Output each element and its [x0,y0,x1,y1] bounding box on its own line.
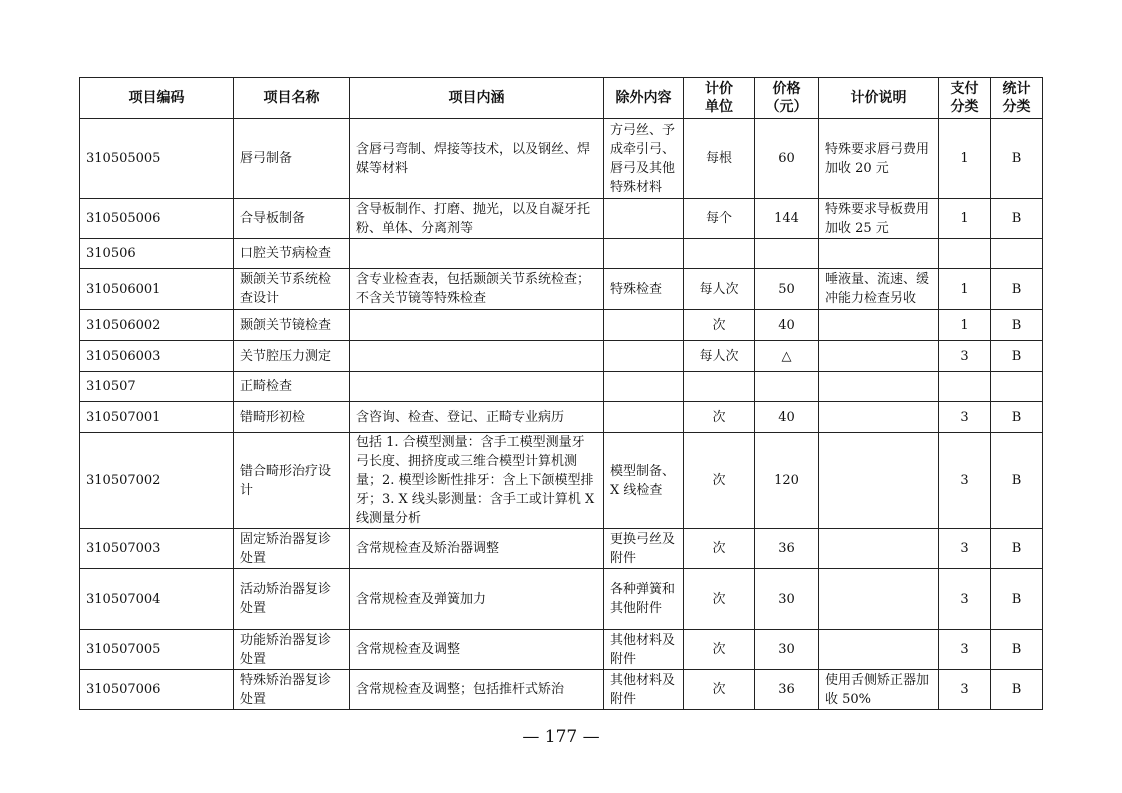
cell-exclusion [604,199,684,239]
cell-unit: 次 [684,670,755,710]
cell-stat-class: B [991,670,1043,710]
cell-price: 60 [755,119,819,199]
cell-name: 功能矫治器复诊处置 [234,630,350,670]
cell-name: 正畸检查 [234,372,350,402]
cell-pay-class: 1 [939,310,991,341]
cell-name: 唇弓制备 [234,119,350,199]
cell-pay-class: 3 [939,341,991,372]
cell-note: 唾液量、流速、缓冲能力检查另收 [819,269,939,310]
header-exclusion: 除外内容 [604,78,684,119]
cell-content: 含常规检查及调整 [350,630,604,670]
table-row [80,569,1043,630]
cell-stat-class: B [991,269,1043,310]
cell-pay-class: 1 [939,199,991,239]
price-table [79,77,1043,710]
cell-name: 合导板制备 [234,199,350,239]
cell-name: 固定矫治器复诊处置 [234,529,350,569]
cell-content: 含常规检查及矫治器调整 [350,529,604,569]
cell-code: 310506003 [80,341,234,372]
table-body [80,119,1043,710]
cell-code: 310507003 [80,529,234,569]
cell-note [819,569,939,630]
cell-content: 含常规检查及弹簧加力 [350,569,604,630]
cell-content [350,310,604,341]
cell-exclusion [604,402,684,433]
cell-name: 颞颌关节镜检查 [234,310,350,341]
cell-pay-class: 3 [939,433,991,529]
header-note: 计价说明 [819,78,939,119]
header-pay-class: 支付 分类 [939,78,991,119]
table-row [80,119,1043,199]
cell-price: 40 [755,402,819,433]
header-name: 项目名称 [234,78,350,119]
cell-code: 310506001 [80,269,234,310]
cell-content: 含专业检查表，包括颞颌关节系统检查；不含关节镜等特殊检查 [350,269,604,310]
table-row [80,269,1043,310]
cell-stat-class: B [991,341,1043,372]
cell-stat-class: B [991,199,1043,239]
cell-name: 口腔关节病检查 [234,239,350,269]
cell-note [819,310,939,341]
cell-exclusion: 模型制备、X 线检查 [604,433,684,529]
cell-pay-class: 3 [939,670,991,710]
cell-exclusion [604,310,684,341]
cell-name: 活动矫治器复诊处置 [234,569,350,630]
cell-unit [684,239,755,269]
cell-note [819,433,939,529]
cell-content: 含咨询、检查、登记、正畸专业病历 [350,402,604,433]
cell-content: 含常规检查及调整；包括推杆式矫治 [350,670,604,710]
cell-stat-class: B [991,630,1043,670]
cell-content: 含导板制作、打磨、抛光，以及自凝牙托粉、单体、分离剂等 [350,199,604,239]
cell-note: 特殊要求唇弓费用加收 20 元 [819,119,939,199]
cell-exclusion [604,239,684,269]
cell-unit: 每人次 [684,269,755,310]
table-row [80,310,1043,341]
table-row [80,239,1043,269]
cell-unit: 每根 [684,119,755,199]
cell-content [350,239,604,269]
cell-price: 36 [755,670,819,710]
cell-note [819,529,939,569]
cell-exclusion: 更换弓丝及附件 [604,529,684,569]
cell-price: 30 [755,630,819,670]
cell-code: 310507002 [80,433,234,529]
cell-note [819,372,939,402]
cell-unit: 次 [684,630,755,670]
table-row [80,670,1043,710]
table-row [80,630,1043,670]
header-price: 价格 （元） [755,78,819,119]
cell-exclusion: 各种弹簧和其他附件 [604,569,684,630]
cell-content: 包括 1. 合模型测量：含手工模型测量牙弓长度、拥挤度或三维合模型计算机测量；2. 模型诊断性排牙：含上下颌模型排牙；3. X 线头影测量：含手工或计算机 X 线测量分析 [350,433,604,529]
table-row [80,341,1043,372]
cell-code: 310505005 [80,119,234,199]
cell-stat-class: B [991,433,1043,529]
cell-price: 36 [755,529,819,569]
cell-unit: 次 [684,433,755,529]
cell-pay-class: 3 [939,529,991,569]
cell-exclusion: 其他材料及附件 [604,670,684,710]
cell-code: 310507 [80,372,234,402]
cell-pay-class [939,372,991,402]
cell-note [819,630,939,670]
cell-pay-class: 1 [939,269,991,310]
cell-stat-class: B [991,119,1043,199]
cell-code: 310507004 [80,569,234,630]
cell-name: 错畸形初检 [234,402,350,433]
cell-pay-class: 3 [939,402,991,433]
cell-pay-class: 3 [939,569,991,630]
header-code: 项目编码 [80,78,234,119]
cell-exclusion [604,372,684,402]
cell-code: 310507005 [80,630,234,670]
cell-name: 关节腔压力测定 [234,341,350,372]
cell-price [755,239,819,269]
cell-pay-class: 1 [939,119,991,199]
cell-stat-class: B [991,569,1043,630]
cell-price: △ [755,341,819,372]
header-content: 项目内涵 [350,78,604,119]
header-unit: 计价 单位 [684,78,755,119]
cell-exclusion: 方弓丝、予成牵引弓、唇弓及其他特殊材料 [604,119,684,199]
cell-exclusion [604,341,684,372]
cell-code: 310507006 [80,670,234,710]
table-row [80,402,1043,433]
cell-content: 含唇弓弯制、焊接等技术，以及钢丝、焊媒等材料 [350,119,604,199]
cell-price [755,372,819,402]
cell-pay-class [939,239,991,269]
cell-exclusion: 其他材料及附件 [604,630,684,670]
cell-price: 50 [755,269,819,310]
cell-unit: 次 [684,310,755,341]
cell-unit: 次 [684,569,755,630]
cell-content [350,341,604,372]
cell-note [819,341,939,372]
cell-code: 310507001 [80,402,234,433]
table-row [80,372,1043,402]
table-row [80,199,1043,239]
cell-unit: 次 [684,529,755,569]
header-stat-class: 统计 分类 [991,78,1043,119]
cell-stat-class [991,239,1043,269]
cell-content [350,372,604,402]
cell-name: 特殊矫治器复诊处置 [234,670,350,710]
table-row [80,529,1043,569]
cell-note: 使用舌侧矫正器加收 50% [819,670,939,710]
cell-code: 310506 [80,239,234,269]
cell-stat-class: B [991,529,1043,569]
cell-unit [684,372,755,402]
cell-unit: 每人次 [684,341,755,372]
cell-stat-class: B [991,310,1043,341]
cell-pay-class: 3 [939,630,991,670]
cell-price: 144 [755,199,819,239]
cell-price: 30 [755,569,819,630]
cell-price: 40 [755,310,819,341]
cell-code: 310506002 [80,310,234,341]
page-number: — 177 — [522,727,600,747]
table-header-row [80,78,1043,119]
cell-note [819,402,939,433]
cell-exclusion: 特殊检查 [604,269,684,310]
cell-name: 错合畸形治疗设计 [234,433,350,529]
cell-note: 特殊要求导板费用加收 25 元 [819,199,939,239]
cell-unit: 每个 [684,199,755,239]
cell-stat-class [991,372,1043,402]
cell-stat-class: B [991,402,1043,433]
cell-price: 120 [755,433,819,529]
cell-code: 310505006 [80,199,234,239]
cell-note [819,239,939,269]
cell-name: 颞颌关节系统检查设计 [234,269,350,310]
cell-unit: 次 [684,402,755,433]
table-row [80,433,1043,529]
